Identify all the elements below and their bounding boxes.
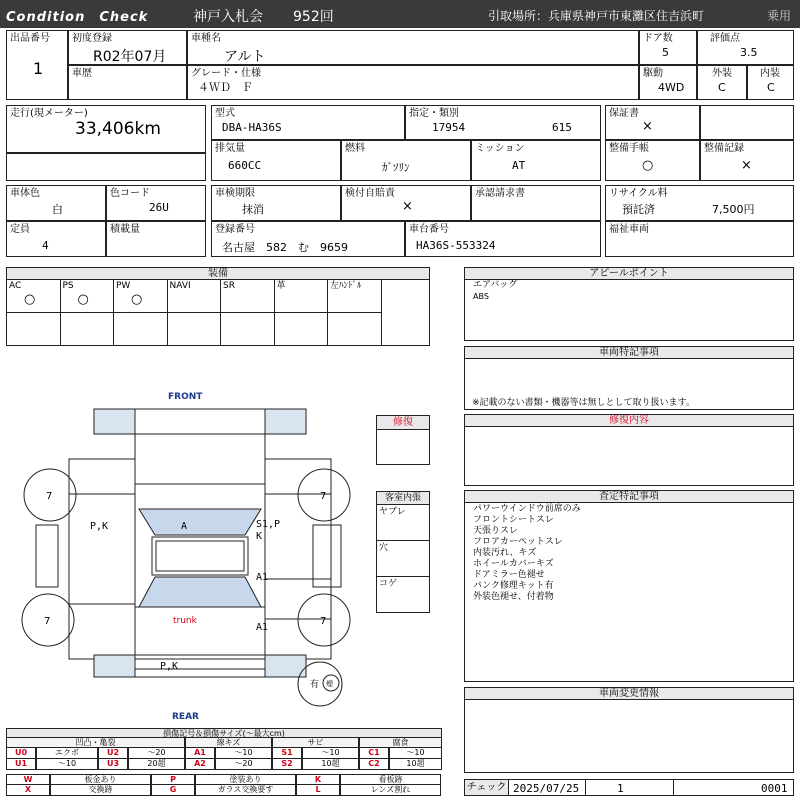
chassis: HA36S-553324	[416, 239, 496, 252]
manual-label: 整備手帳	[609, 143, 649, 154]
check-footer	[464, 779, 794, 796]
exhibit-no-cell	[6, 30, 68, 100]
lot-number: 952回	[293, 9, 334, 25]
mark-left-door: P,K	[90, 521, 109, 532]
inspection-note-line: 天張りスレ	[473, 526, 519, 536]
check-count: 1	[617, 782, 624, 795]
equipment-name: SR	[223, 281, 235, 291]
recycle-label: リサイクル料	[609, 188, 668, 199]
capacity: 4	[42, 239, 49, 252]
change-title: 車両変更情報	[465, 688, 793, 700]
spec-label: 指定・類別	[409, 108, 459, 119]
special-note: ※記載のない書類・機器等は無しとして取り扱います。	[472, 398, 695, 408]
change-section	[464, 687, 794, 773]
grade: ４ＷＤ Ｆ	[198, 81, 253, 94]
legend-size: ～20	[215, 759, 272, 770]
doors-label: ドア数	[643, 33, 673, 44]
body-color-label: 車体色	[10, 188, 40, 199]
left-front-fender	[69, 459, 135, 494]
smoke-label: 有	[310, 680, 320, 690]
body-color-cell	[6, 185, 106, 221]
inspection-notes-title: 査定特記事項	[465, 491, 793, 503]
legend-size: ～10	[215, 748, 272, 759]
smoke-circle	[298, 662, 342, 706]
inspection-cell	[211, 185, 341, 221]
insurance-cell	[341, 185, 471, 221]
displacement-cell	[211, 140, 341, 181]
footer-divider	[673, 780, 674, 795]
displacement-label: 排気量	[215, 143, 245, 154]
equipment-name: 左ﾊﾝﾄﾞﾙ	[330, 281, 362, 291]
recycle-fee: 7,500円	[712, 203, 755, 216]
fuel: ｶﾞｿﾘﾝ	[382, 161, 410, 174]
inspection-notes-section	[464, 490, 794, 682]
reg-no: 名古屋 582 む 9659	[222, 241, 348, 254]
check-serial: 0001	[761, 782, 788, 795]
equipment-item	[328, 280, 382, 313]
mileage-extra-cell	[6, 153, 206, 181]
legend-size: 20超	[128, 759, 185, 770]
left-rear-door	[69, 604, 135, 659]
legend-size: ～10	[36, 759, 98, 770]
exhibit-no: 1	[33, 59, 44, 78]
hood	[135, 434, 265, 484]
appeal-line: ABS	[473, 292, 489, 301]
legend-size: ～20	[128, 748, 185, 759]
legend-mark-code: L	[296, 785, 340, 796]
legend-size: 10超	[389, 759, 442, 770]
welfare-cell	[605, 221, 794, 257]
header-bar	[0, 0, 800, 28]
inspection: 抹消	[242, 203, 264, 216]
special-title: 車両特記事項	[465, 347, 793, 359]
tire-depth-lf: 7	[46, 491, 53, 502]
maint-label: 整備記録	[704, 143, 744, 154]
legend-mark-code: G	[151, 785, 195, 796]
score-label: 評価点	[710, 33, 740, 44]
auction-name: 神戸入札会	[193, 9, 263, 25]
exhibit-no-label: 出品番号	[10, 33, 50, 44]
mileage-cell	[6, 105, 206, 153]
capacity-label: 定員	[10, 224, 30, 235]
inspection-note-line: ドアミラー色褪せ	[473, 570, 545, 580]
front-label: FRONT	[168, 392, 203, 402]
rear-corner-right	[265, 655, 306, 677]
repair-section	[464, 414, 794, 486]
mark-right-rear-a: A1	[256, 572, 269, 583]
inspection-note-line: パンク修理キット有	[473, 581, 554, 591]
inspection-label: 車検期限	[215, 188, 255, 199]
equipment-section	[6, 267, 430, 346]
reg-no-label: 登録番号	[215, 224, 255, 235]
warranty-extra-cell	[700, 105, 794, 140]
legend-code: U3	[98, 759, 128, 770]
equipment-value: ○	[77, 292, 89, 307]
body-color: 白	[52, 203, 63, 216]
score-cell	[697, 30, 794, 65]
legend-mark-desc: ガラス交換要す	[195, 785, 296, 796]
equipment-blank	[7, 313, 61, 346]
insurance-label: 検付自賠責	[345, 188, 395, 199]
drive-cell	[639, 65, 697, 100]
brand-title: Condition Check	[6, 10, 149, 25]
inspection-note-line: ホイールカバーキズ	[473, 559, 554, 569]
maint: ×	[741, 158, 752, 173]
color-code: 26U	[149, 201, 169, 214]
mission: AT	[512, 159, 526, 172]
legend-code: C1	[359, 748, 389, 759]
rear-label: REAR	[172, 712, 199, 722]
legend-size: ～10	[302, 748, 359, 759]
smoke-mark: 煙	[326, 680, 333, 688]
equipment-name: 革	[276, 281, 286, 291]
mission-label: ミッション	[475, 143, 525, 154]
front-corner-right	[265, 409, 306, 434]
mileage-label: 走行(現メーター)	[10, 108, 88, 119]
warranty-cell	[605, 105, 700, 140]
legend-size: ～10	[389, 748, 442, 759]
cabin-item: 穴	[379, 543, 389, 553]
grade-cell	[187, 65, 639, 100]
equipment-blank	[275, 313, 329, 346]
reg-no-cell	[211, 221, 405, 257]
rear-window	[139, 577, 261, 607]
category: 乗用	[767, 9, 792, 23]
footer-divider	[585, 780, 586, 795]
legend-code: C2	[359, 759, 389, 770]
chassis-label: 車台番号	[409, 224, 449, 235]
equipment-blank	[168, 313, 222, 346]
legend-code: A2	[185, 759, 215, 770]
cabin-item: ヤブレ	[379, 507, 406, 517]
interior-label: 内装	[760, 68, 780, 79]
mark-right-door-a: S1,P	[256, 519, 281, 530]
cabin-item: コゲ	[379, 579, 398, 589]
legend-size: エクボ	[36, 748, 98, 759]
mark-rear: P,K	[160, 661, 179, 672]
approval-cell	[471, 185, 601, 221]
inspection-note-line: フロントシートスレ	[473, 515, 554, 525]
first-reg: R02年07月	[93, 49, 167, 65]
legend-code: U0	[6, 748, 36, 759]
rear-panel	[135, 669, 265, 677]
car-diagram	[0, 385, 370, 725]
mark-windshield: A	[181, 521, 188, 532]
equipment-blank	[221, 313, 275, 346]
drive: 4WD	[658, 81, 685, 94]
equipment-item	[221, 280, 275, 313]
check-label: チェック	[465, 780, 509, 795]
cabin-title: 客室内張	[377, 492, 429, 505]
right-front-door	[265, 494, 331, 579]
equipment-title: 装備	[7, 268, 429, 280]
drive-label: 駆動	[643, 68, 663, 79]
legend-code: U2	[98, 748, 128, 759]
equipment-blank	[328, 313, 382, 346]
equipment-value: ○	[24, 292, 36, 307]
inspection-note-line: フロアカーペットスレ	[473, 537, 563, 547]
manual-cell	[605, 140, 700, 181]
legend-mark-desc: レンズ割れ	[340, 785, 441, 796]
pickup-location: 引取場所：兵庫県神戸市東灘区住吉浜町	[488, 9, 705, 23]
equipment-value: ○	[131, 292, 143, 307]
equipment-name: PS	[62, 281, 74, 291]
tire-depth-rf: 7	[320, 491, 327, 502]
tire-depth-rr: 7	[320, 616, 327, 627]
trunk-label: trunk	[173, 616, 197, 626]
approval-label: 承認請求書	[475, 188, 525, 199]
equipment-name: AC	[9, 281, 22, 291]
legend-mark-desc: 塗装あり	[195, 774, 296, 785]
legend-group: 腐食	[359, 738, 442, 748]
inspection-note-line: 内装汚れ、キズ	[473, 548, 537, 558]
maint-cell	[700, 140, 794, 181]
legend-mark-desc: 板金あり	[50, 774, 151, 785]
front-corner-left	[94, 409, 135, 434]
color-code-label: 色コード	[110, 188, 150, 199]
recycle-status: 預託済	[622, 203, 655, 216]
legend-mark-code: W	[6, 774, 50, 785]
equipment-item	[61, 280, 115, 313]
equipment-name: NAVI	[169, 281, 191, 291]
spec-cell	[405, 105, 601, 140]
model-cell	[211, 105, 405, 140]
equipment-item	[168, 280, 222, 313]
mileage: 33,406km	[75, 119, 161, 139]
tire-depth-lr: 7	[44, 616, 51, 627]
spec-type: 17954	[432, 121, 466, 134]
mark-right-rear-b: A1	[256, 622, 269, 633]
displacement: 660CC	[228, 159, 262, 172]
load-label: 積載量	[110, 224, 140, 235]
car-name-label: 車種名	[191, 33, 221, 44]
roof	[152, 537, 248, 575]
exterior: C	[718, 81, 726, 94]
doors-cell	[639, 30, 697, 65]
exterior-label: 外装	[712, 68, 732, 79]
legend-mark-desc: 交換跡	[50, 785, 151, 796]
manual: ○	[642, 158, 654, 173]
legend-mark-code: P	[151, 774, 195, 785]
legend-group: 線キズ	[185, 738, 272, 748]
exterior-cell	[697, 65, 747, 100]
history-cell	[68, 65, 187, 100]
roof-inner	[156, 541, 244, 571]
first-reg-cell	[68, 30, 187, 65]
history-label: 車歴	[72, 68, 92, 79]
damage-legend	[6, 728, 442, 796]
repair-title: 修復内容	[465, 415, 793, 427]
grade-label: グレード・仕様	[191, 68, 261, 79]
model-label: 型式	[215, 108, 235, 119]
legend-code: S1	[272, 748, 302, 759]
legend-code: A1	[185, 748, 215, 759]
spec-class: 615	[552, 121, 572, 134]
legend-code: S2	[272, 759, 302, 770]
first-reg-label: 初度登録	[72, 33, 112, 44]
legend-mark-code: X	[6, 785, 50, 796]
equipment-item	[275, 280, 329, 313]
equipment-blank	[114, 313, 168, 346]
left-front-door	[69, 494, 135, 604]
recycle-cell	[605, 185, 794, 221]
legend-code: U1	[6, 759, 36, 770]
car-name: アルト	[224, 49, 266, 65]
fuel-cell	[341, 140, 471, 181]
appeal-title: アピールポイント	[465, 268, 793, 280]
rear-corner-left	[94, 655, 135, 677]
right-rear-door	[265, 579, 331, 619]
equipment-item	[114, 280, 168, 313]
inspection-note-line: パワーウインドウ前席のみ	[473, 504, 581, 514]
trunk	[135, 607, 265, 669]
left-mirror	[36, 525, 58, 587]
interior: C	[767, 81, 775, 94]
special-section	[464, 346, 794, 410]
equipment-item	[7, 280, 61, 313]
mission-cell	[471, 140, 601, 181]
appeal-line: エアバッグ	[473, 280, 518, 290]
warranty: ×	[642, 119, 653, 134]
repair-side-box	[376, 415, 430, 465]
equipment-name: PW	[116, 281, 131, 291]
appeal-section	[464, 267, 794, 341]
repair-side-title: 修復	[377, 416, 429, 430]
fuel-label: 燃料	[345, 143, 365, 154]
car-name-cell	[187, 30, 639, 65]
model: DBA-HA36S	[222, 121, 282, 134]
inspection-note-line: 外装色褪せ、付着物	[473, 592, 554, 602]
windshield	[139, 509, 261, 535]
right-mirror	[313, 525, 341, 587]
legend-group: サビ	[272, 738, 359, 748]
legend-mark-desc: 看板跡	[340, 774, 441, 785]
cabin-box	[376, 491, 430, 613]
chassis-cell	[405, 221, 601, 257]
check-date: 2025/07/25	[513, 782, 580, 795]
doors: 5	[662, 46, 669, 59]
legend-title: 損傷記号＆損傷サイズ(～最大cm)	[6, 728, 442, 738]
interior-cell	[747, 65, 794, 100]
legend-size: 10超	[302, 759, 359, 770]
warranty-label: 保証書	[609, 108, 639, 119]
right-front-fender	[265, 459, 331, 494]
equipment-blank	[61, 313, 115, 346]
score: 3.5	[740, 46, 758, 59]
capacity-cell	[6, 221, 106, 257]
legend-group: 凹凸・亀裂	[6, 738, 185, 748]
insurance: ×	[402, 199, 413, 214]
welfare-label: 福祉車両	[609, 224, 649, 235]
color-code-cell	[106, 185, 206, 221]
load-cell	[106, 221, 206, 257]
mark-right-door-b: K	[256, 531, 263, 542]
legend-mark-code: K	[296, 774, 340, 785]
